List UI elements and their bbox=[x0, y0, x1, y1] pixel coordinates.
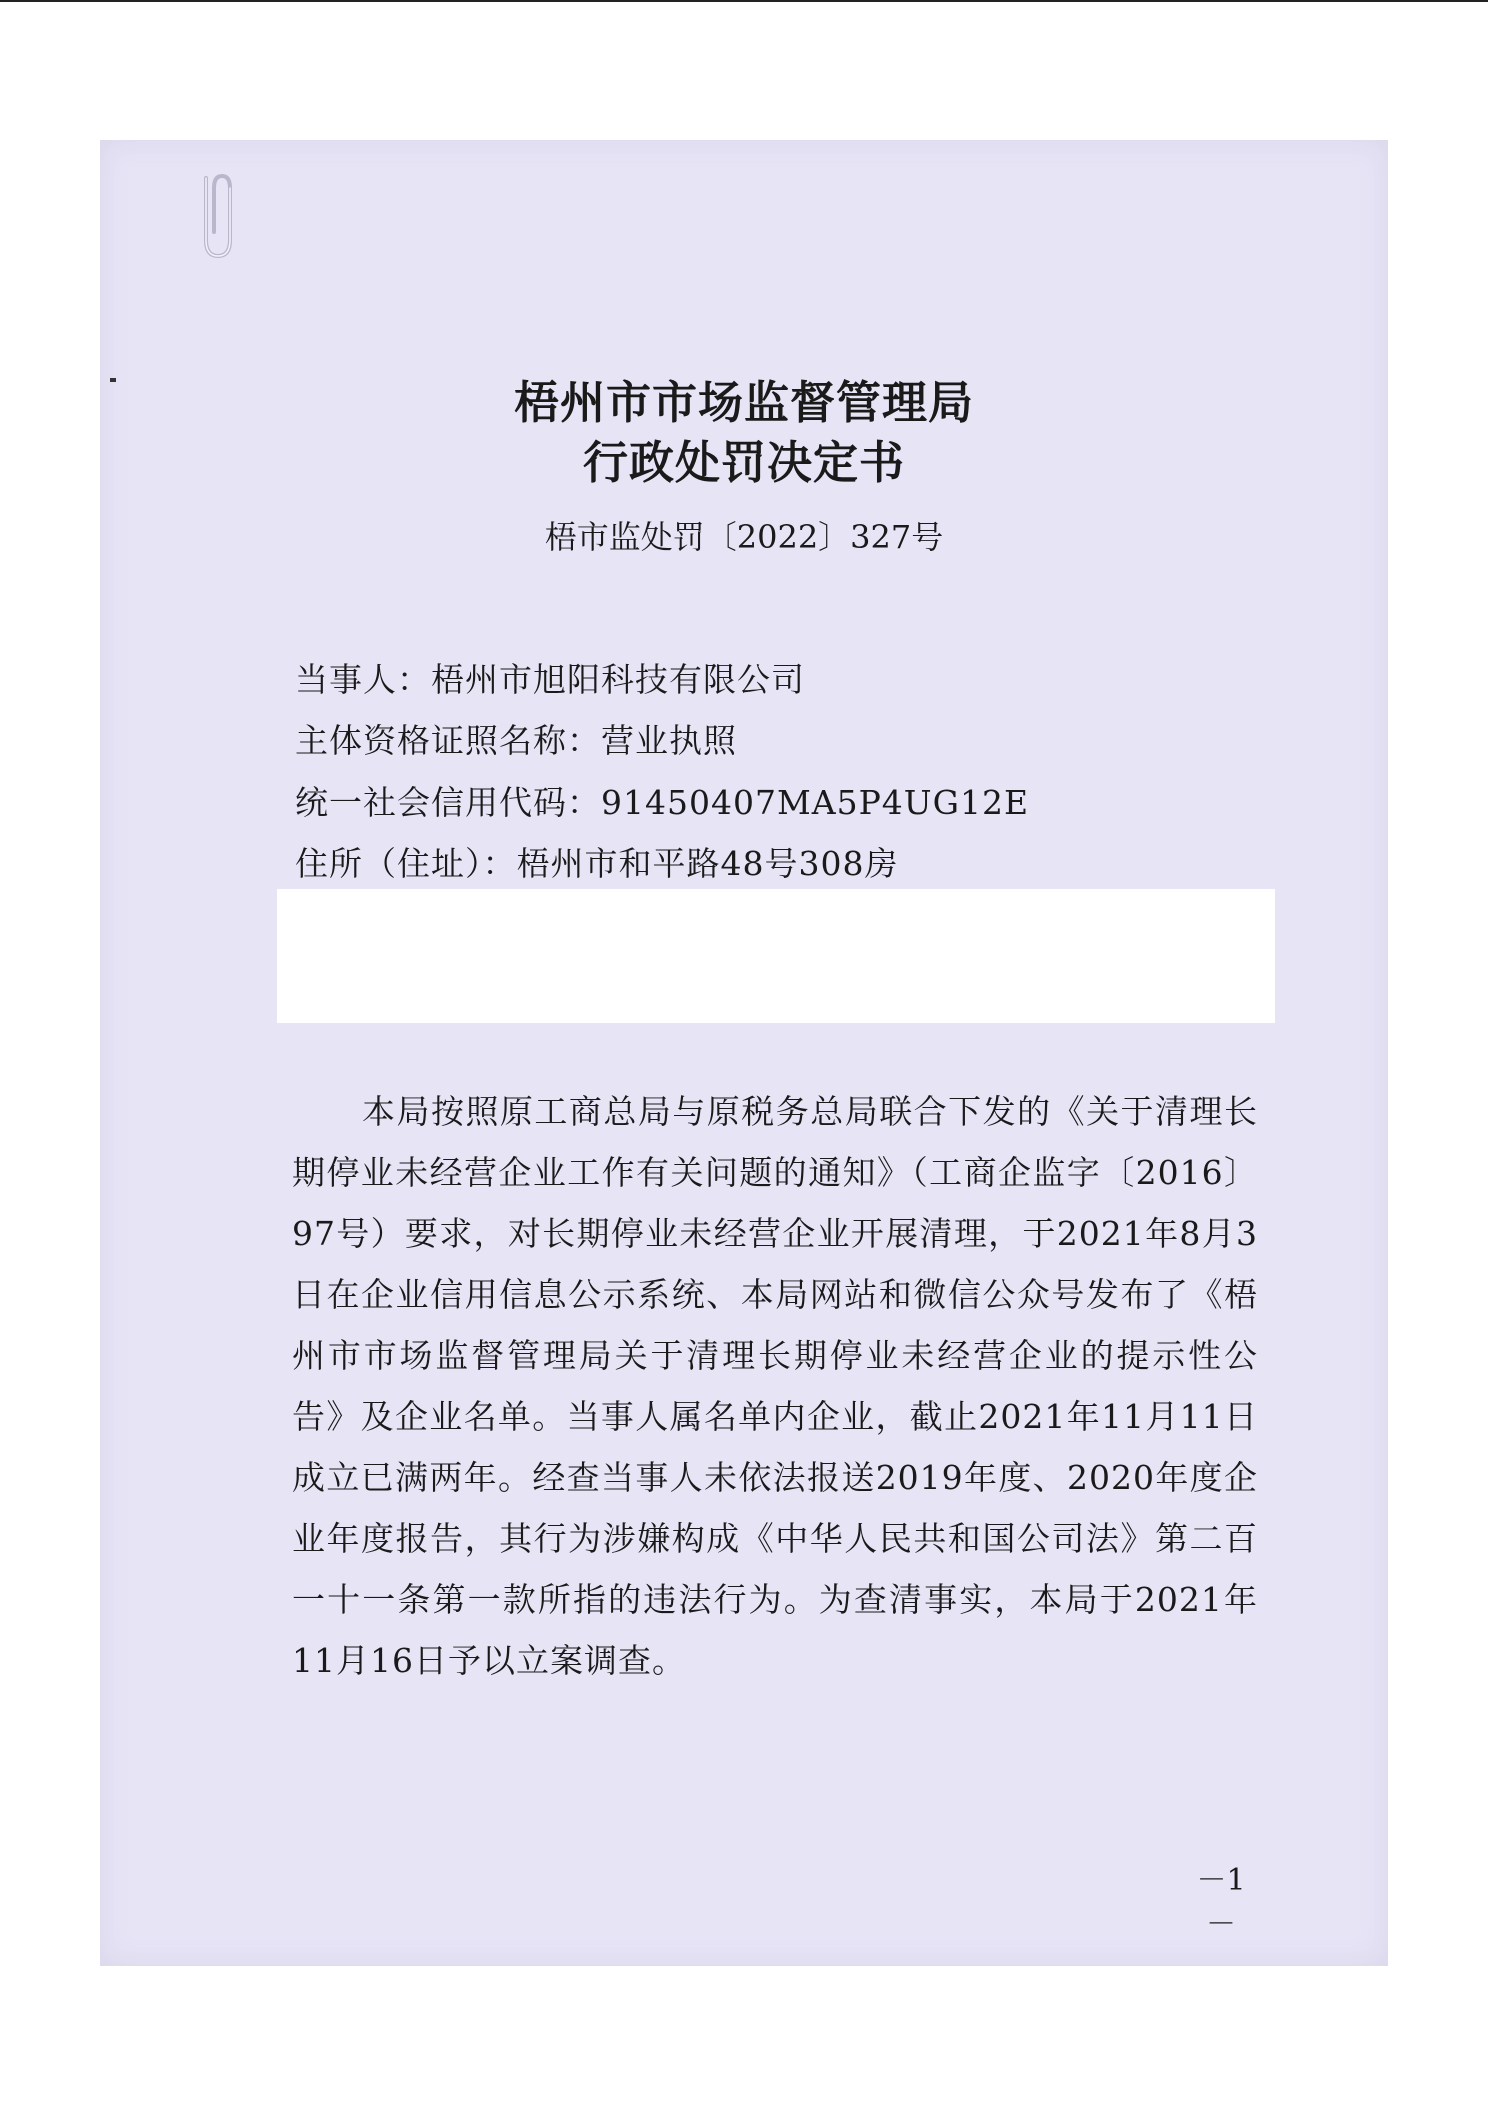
title-document-type: 行政处罚决定书 bbox=[582, 436, 905, 489]
redaction-block bbox=[277, 889, 1275, 1023]
body-paragraph: 本局按照原工商总局与原税务总局联合下发的《关于清理长期停业未经营企业工作有关问题的通知》（工商企监字〔2016〕97号）要求，对长期停业未经营企业开展清理，于2021年8月3日在企业信用信息公示系统、本局网站和微信公众号发布了《梧州市市场监督管理局关于清理长期停业未经营企业的提示性公告》及企业名单。当事人属名单内企业，截止2021年11月11日成立已满两年。经查当事人未依法报送2019年度、2020年度企业年度报告，其行为涉嫌构成《中华人民共和国公司法》第二百一十一条第一款所指的违法行为。为查清事实，本局于2021年11月16日予以立案调查。 bbox=[292, 1092, 1258, 1680]
document-number: 梧市监处罚〔2022〕327号 bbox=[544, 518, 944, 556]
party-address: 住所（住址）：梧州市和平路48号308房 bbox=[295, 844, 899, 883]
party-name: 当事人：梧州市旭阳科技有限公司 bbox=[295, 660, 805, 699]
page-number: －1－ bbox=[1196, 1863, 1246, 1942]
title-agency: 梧州市市场监督管理局 bbox=[513, 376, 974, 429]
credit-code: 统一社会信用代码：91450407MA5P4UG12E bbox=[295, 783, 1030, 822]
license-name: 主体资格证照名称：营业执照 bbox=[295, 721, 737, 760]
paper-clip-icon bbox=[196, 168, 236, 268]
top-border bbox=[0, 0, 1488, 2]
